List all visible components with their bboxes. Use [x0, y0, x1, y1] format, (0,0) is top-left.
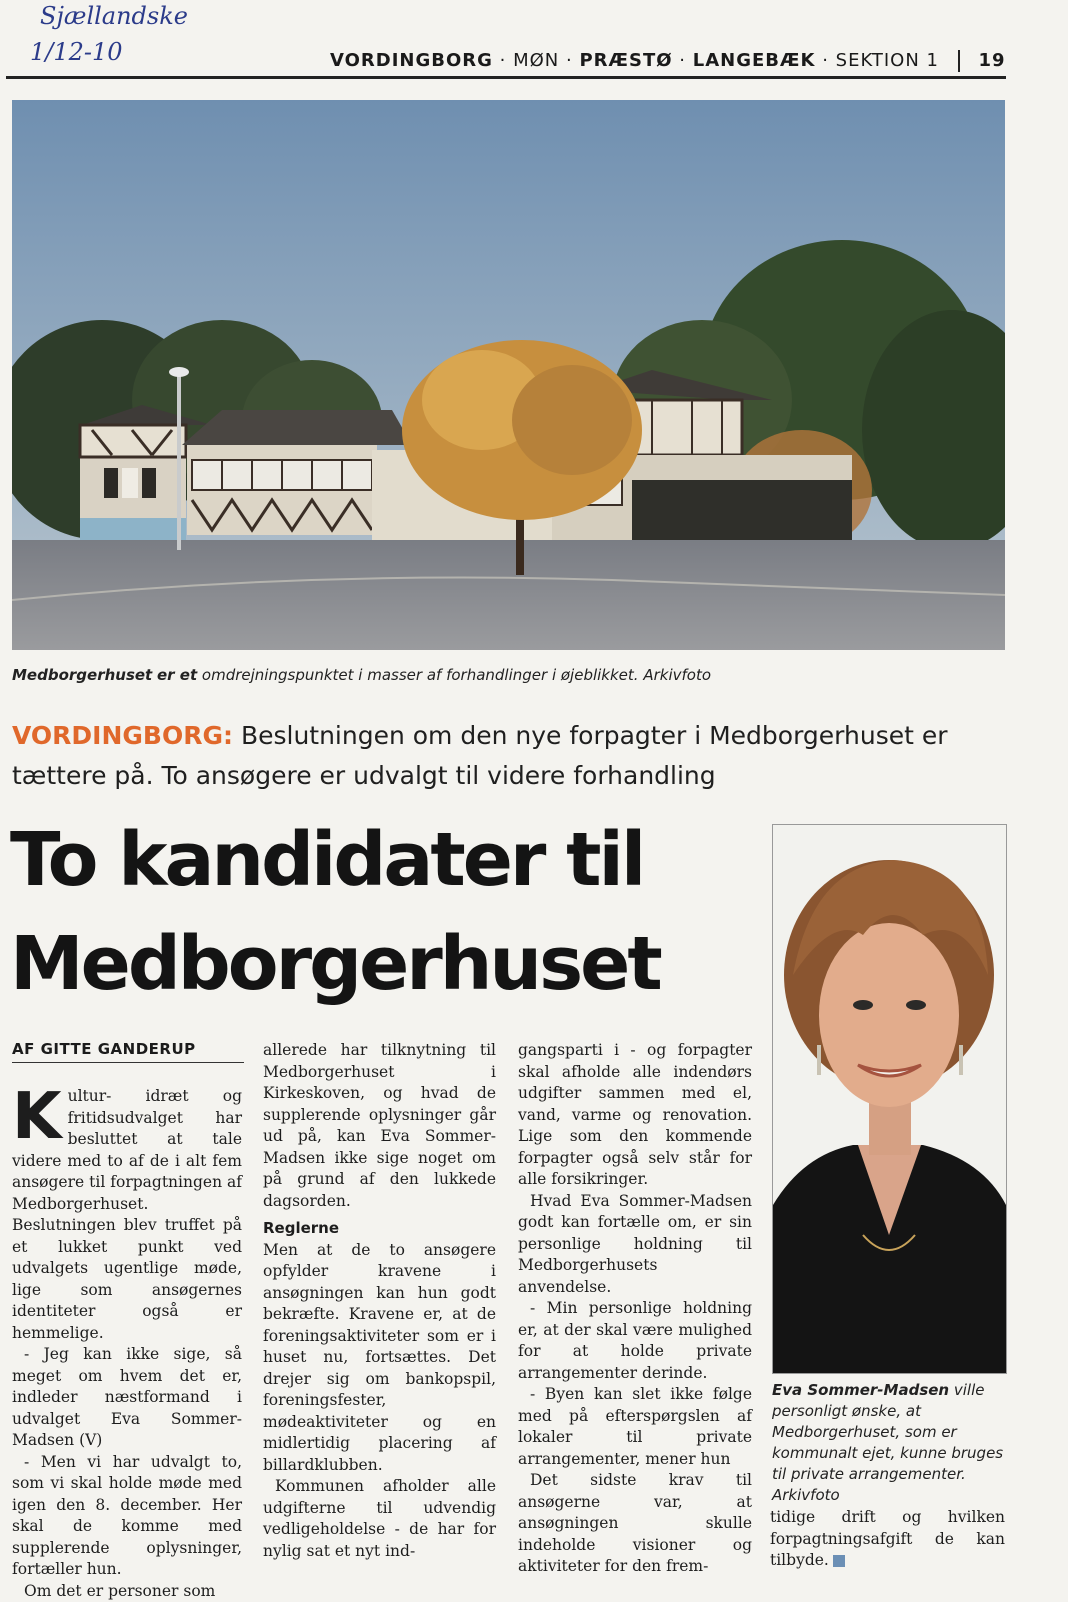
header-town-3: PRÆSTØ	[579, 50, 672, 71]
portrait-caption-name: Eva Sommer-Madsen	[772, 1381, 949, 1399]
headline-line-1: To kandidater til	[10, 808, 770, 912]
portrait-caption	[772, 1380, 1005, 1506]
portrait-caption-text: ville personligt ønske, at Medborgerhuset, som er kommunalt ejet, kunne bruges til private arrangementer. Arkivfoto	[772, 1381, 1003, 1504]
kicker	[12, 716, 1012, 796]
portrait-photo	[772, 824, 1007, 1374]
kicker-place: VORDINGBORG:	[12, 721, 233, 750]
header-divider	[958, 50, 960, 72]
page-number: 19	[978, 50, 1005, 71]
header-town-1: VORDINGBORG	[330, 50, 493, 71]
article-column-3	[518, 1040, 752, 1578]
article-column-4	[770, 1507, 1005, 1572]
building-photo	[12, 100, 1005, 650]
page-header: VORDINGBORG · MØN · PRÆSTØ · LANGEBÆK · SEKTION 1 19	[330, 50, 1000, 72]
photo-caption	[12, 666, 1005, 684]
subhead: Reglerne	[263, 1218, 496, 1240]
paragraph-10-start: Det sidste krav til ansøgerne var, at ansøgningen skulle indeholde visioner og aktiviteter for den frem-	[518, 1470, 752, 1578]
kicker-text: Beslutningen om den nye forpagter i Medborgerhuset er tættere på. To ansøgere er udvalgt til videre forhandling	[12, 721, 948, 790]
headline-line-2: Medborgerhuset	[10, 912, 770, 1016]
caption-bold: Medborgerhuset	[12, 666, 152, 684]
paragraph-1	[12, 1086, 242, 1344]
paragraph-6-start: Kommunen afholder alle udgifterne til udvendig vedligeholdelse - de har for nylig sat et nyt ind-	[263, 1476, 496, 1562]
article-column-1	[12, 1086, 242, 1602]
paragraph-9: - Byen kan slet ikke følge med på efterspørgslen af lokaler til private arrangementer, mener hun	[518, 1384, 752, 1470]
header-town-4: LANGEBÆK	[693, 50, 816, 71]
header-section: SEKTION 1	[836, 50, 939, 71]
caption-bold-2: er et	[157, 666, 197, 684]
paragraph-7: Hvad Eva Sommer-Madsen godt kan fortælle om, er sin personlige holdning til Medborgerhusets anvendelse.	[518, 1191, 752, 1299]
end-marker	[833, 1555, 845, 1567]
byline: AF GITTE GANDERUP	[12, 1040, 244, 1063]
caption-text: omdrejningspunktet i masser af forhandlinger i øjeblikket. Arkivfoto	[202, 666, 711, 684]
paragraph-6-cont: gangsparti i - og forpagter skal afholde alle indendørs udgifter sammen med el, vand, varme og renovation. Lige som den kommende forpagter også selv står for alle forsikringer.	[518, 1040, 752, 1191]
paragraph-5: Men at de to ansøgere opfylder kravene i ansøgningen kan hun godt bekræfte. Kravene er, at de foreningsaktiviteter som er i huset nu, fortsættes. Det drejer sig om bankopspil, foreningsfester, mødeaktiviteter og en midlertidig placering af billardklubben.	[263, 1240, 496, 1477]
paragraph-2: - Jeg kan ikke sige, så meget om hvem det er, indleder næstformand i udvalget Eva Sommer-Madsen (V)	[12, 1344, 242, 1452]
handwritten-date: 1/12-10	[30, 38, 123, 66]
paragraph-4-start: Om det er personer som	[12, 1581, 242, 1602]
paragraph-3: - Men vi har udvalgt to, som vi skal holde møde med igen den 8. december. Her skal de komme med supplerende oplysninger, fortæller hun.	[12, 1452, 242, 1581]
paragraph-4-cont: allerede har tilknytning til Medborgerhuset i Kirkeskoven, og hvad de supplerende oplysninger går ud på, kan Eva Sommer-Madsen ikke sige noget om på grund af den lukkede dagsorden.	[263, 1040, 496, 1212]
headline	[10, 808, 770, 1016]
paragraph-8: - Min personlige holdning er, at der skal være mulighed for at holde private arrangementer derinde.	[518, 1298, 752, 1384]
handwritten-source: Sjællandske	[40, 2, 188, 30]
paragraph-10-end: tidige drift og hvilken forpagtningsafgift de kan tilbyde.	[770, 1507, 1005, 1572]
header-rule	[6, 76, 1006, 79]
header-town-2: MØN	[513, 50, 559, 71]
article-column-2	[263, 1040, 496, 1562]
paragraph-1-text: ultur- idræt og fritidsudvalget har besluttet at tale videre med to af de i alt fem ansøgere til forpagtningen af Medborgerhuset. Beslutningen blev truffet på et lukket punkt ved udvalgets ugentlige møde, lige som ansøgernes identiteter også er hemmelige.	[12, 1087, 242, 1342]
dropcap: K	[12, 1090, 62, 1144]
